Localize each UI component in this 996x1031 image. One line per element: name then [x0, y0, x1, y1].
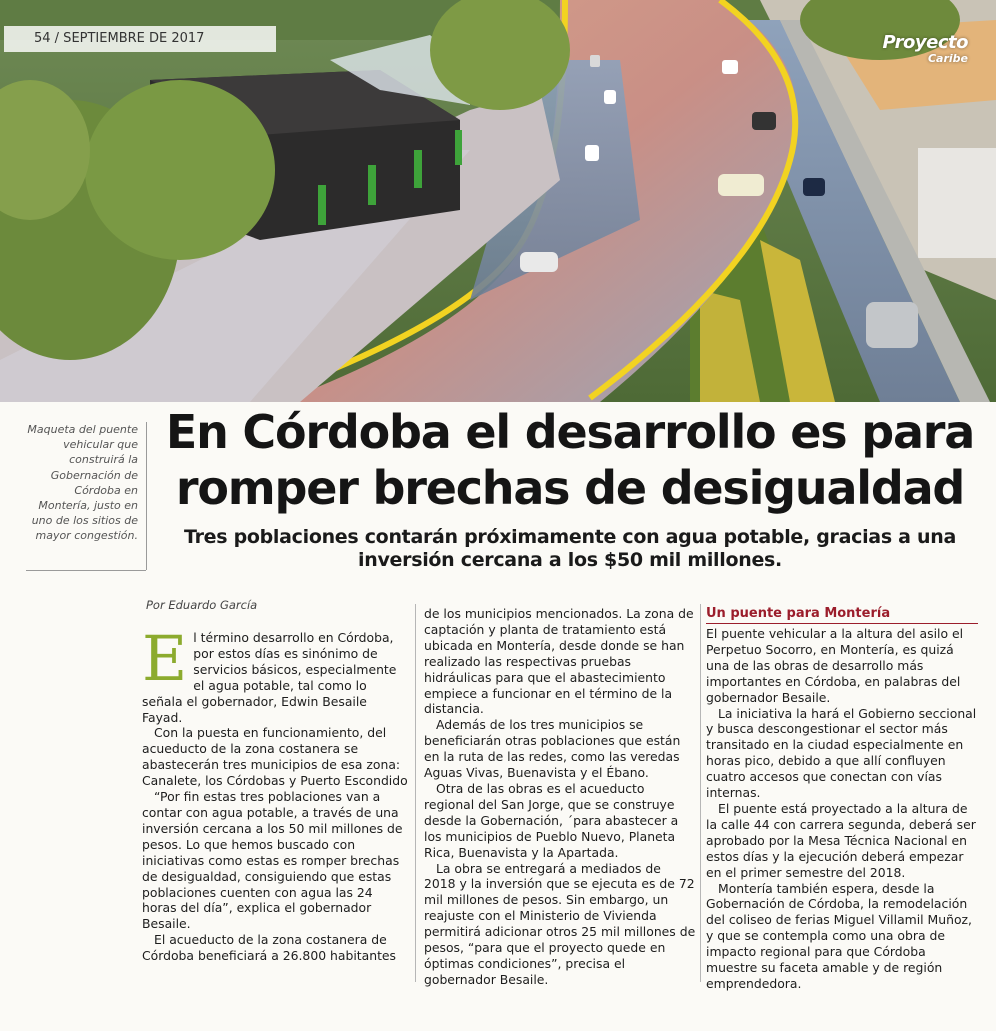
paragraph: El puente está proyectado a la altura de la calle 44 con carrera segunda, deberá ser aprobado por la Mesa Técnica Nacional en estos días y la ejecución deberá empezar en el primer semestre del 2018. — [706, 800, 976, 880]
paragraph: l término desarrollo en Córdoba, por estos días es sinónimo de servicios básicos, especialmente el agua potable, tal como lo señala el gobernador, Edwin Besaile Fayad. — [142, 630, 397, 725]
paragraph: El puente vehicular a la altura del asilo el Perpetuo Socorro, en Montería, es quizá una de las obras de desarrollo más importantes en Córdoba, en palabras del gobernador Besaile. — [706, 626, 964, 705]
paragraph: El acueducto de la zona costanera de Córdoba beneficiará a 26.800 habitantes — [142, 932, 397, 964]
caption-divider — [26, 570, 146, 571]
issue-dateline: 54 / SEPTIEMBRE DE 2017 — [4, 26, 276, 52]
bridge-render-image — [0, 0, 996, 402]
column-divider — [700, 604, 701, 982]
logo-line1: Proyecto — [882, 32, 968, 53]
article-subheadline: Tres poblaciones contarán próximamente con agua potable, gracias a una inversión cercana a los $50 mil millones. — [184, 526, 956, 571]
drop-cap: E — [142, 622, 188, 695]
logo-line2: Caribe — [927, 52, 968, 65]
paragraph: La obra se entregará a mediados de 2018 y la inversión que se ejecuta es de 72 mil millones de pesos. Sin embargo, un reajuste con el Ministerio de Vivienda permitirá adicionar otros 25 mil millones de pesos, “para que el proyecto quede en óptimas condiciones”, precisa el gobernador Besaile. — [424, 860, 696, 987]
photo-caption: Maqueta del puente vehicular que construirá la Gobernación de Córdoba en Montería, justo en uno de los sitios de mayor congestión. — [26, 422, 147, 570]
bridge-render-photo — [0, 0, 996, 402]
paragraph: de los municipios mencionados. La zona de captación y planta de tratamiento está ubicada en Montería, desde donde se han realizado las respectivas pruebas hidráulicas para que el abastecimiento empiece a funcionar en el término de la distancia. — [424, 606, 694, 717]
article-column-2 — [424, 606, 696, 988]
paragraph: La iniciativa la hará el Gobierno seccional y busca descongestionar el sector más transitado en la ciudad especialmente en horas pico, debido a que allí confluyen cuatro accesos que conectan con vías internas. — [706, 705, 977, 801]
section-title: Un puente para Montería — [706, 606, 978, 624]
article-column-3 — [706, 606, 978, 992]
column-divider — [415, 604, 416, 982]
publication-logo — [883, 34, 968, 64]
paragraph: Montería también espera, desde la Gobernación de Córdoba, la remodelación del coliseo de ferias Miguel Villamil Muñoz, y que se contempla como una obra de impacto regional para que Córdoba muestre su faceta amable y de región emprendedora. — [706, 880, 972, 991]
paragraph: “Por fin estas tres poblaciones van a contar con agua potable, a través de una inversión cercana a los 50 mil millones de pesos. Lo que hemos buscado con iniciativas como estas es romper brechas de desigualdad, consiguiendo que estas poblaciones cuenten con agua las 24 horas del día”, explica el gobernador Besaile. — [142, 789, 403, 932]
article-headline: En Córdoba el desarrollo es para romper brechas de desigualdad — [165, 405, 975, 515]
article-byline: Por Eduardo García — [146, 598, 258, 612]
paragraph: Otra de las obras es el acueducto regional del San Jorge, que se construye desde la Gobernación, ´para abastecer a los municipios de Pueblo Nuevo, Planeta Rica, Buenavista y la Apartada. — [424, 780, 679, 860]
paragraph: Con la puesta en funcionamiento, del acueducto de la zona costanera se abastecerán tres municipios de esa zona: Canalete, los Córdobas y Puerto Escondido — [142, 725, 408, 789]
paragraph: Además de los tres municipios se beneficiarán otras poblaciones que están en la ruta de las redes, como las veredas Aguas Vivas, Buenavista y el Ébano. — [424, 717, 681, 781]
article-column-1 — [142, 622, 408, 964]
